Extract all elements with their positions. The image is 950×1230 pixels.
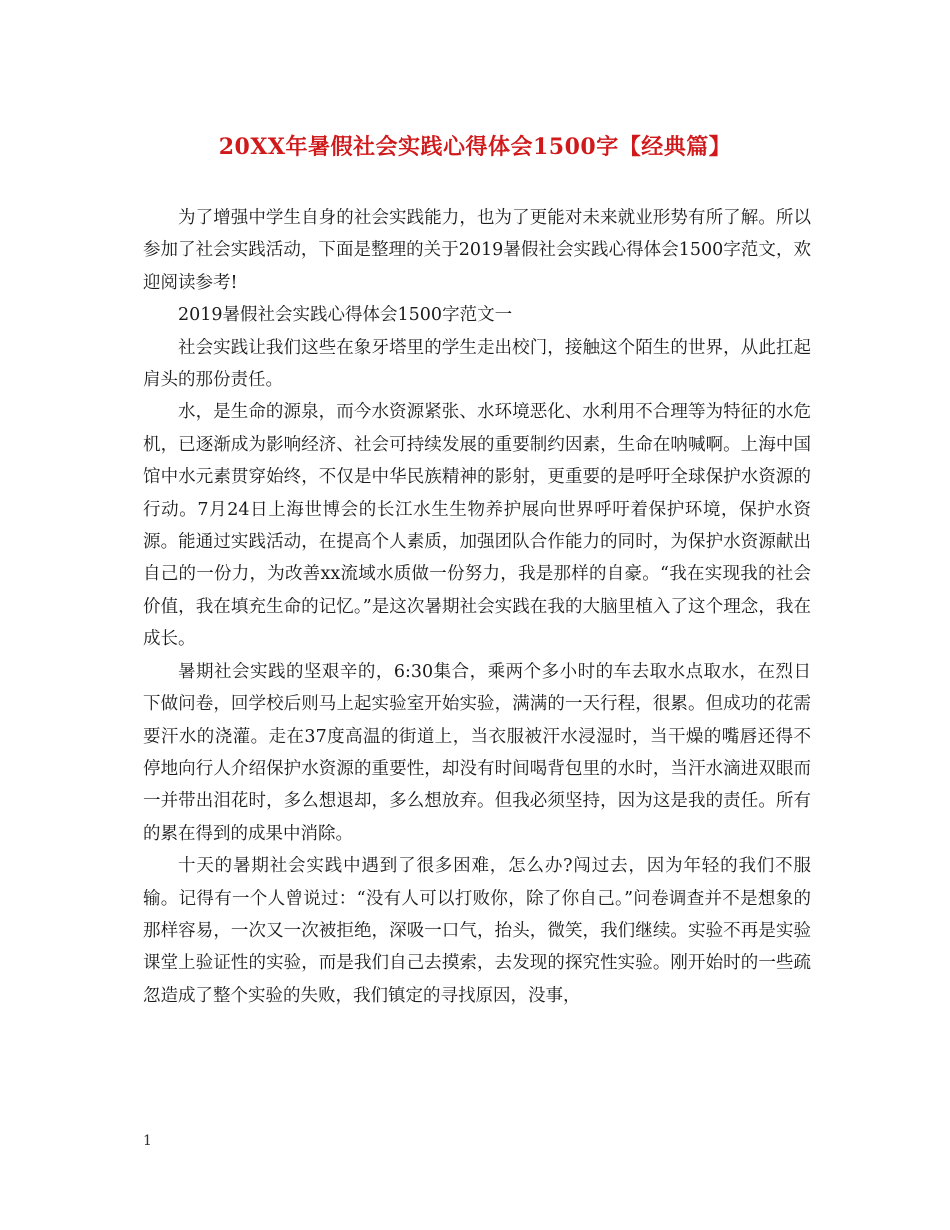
- page-number: 1: [143, 1133, 152, 1149]
- paragraph: 暑期社会实践的坚艰辛的，6:30集合，乘两个多小时的车去取水点取水，在烈日下做问卷，回学校后则马上起实验室开始实验，满满的一天行程，很累。但成功的花需要汗水的浇灌。走在37度高温的街道上，当衣服被汗水浸湿时，当干燥的嘴唇还得不停地向行人介绍保护水资源的重要性，却没有时间喝背包里的水时，当汗水滴进双眼而一并带出泪花时，多么想退却，多么想放弃。但我必须坚持，因为这是我的责任。所有的累在得到的成果中消除。: [143, 661, 811, 844]
- paragraph: 社会实践让我们这些在象牙塔里的学生走出校门，接触这个陌生的世界，从此扛起肩头的那份责任。: [143, 337, 811, 391]
- paragraph: 水，是生命的源泉，而今水资源紧张、水环境恶化、水利用不合理等为特征的水危机，已逐渐成为影响经济、社会可持续发展的重要制约因素，生命在呐喊啊。上海中国馆中水元素贯穿始终，不仅是中华民族精神的影射，更重要的是呼吁全球保护水资源的行动。7月24日上海世博会的长江水生生物养护展向世界呼吁着保护环境，保护水资源。能通过实践活动，在提高个人素质，加强团队合作能力的同时，为保护水资源献出自己的一份力，为改善xx流域水质做一份努力，我是那样的自豪。“我在实现我的社会价值，我在填充生命的记忆。”是这次暑期社会实践在我的大脑里植入了这个理念，我在成长。: [143, 402, 811, 650]
- document-title: 20XX年暑假社会实践心得体会1500字【经典篇】: [218, 134, 732, 160]
- document-body: [143, 202, 811, 1012]
- paragraph-subheading: 2019暑假社会实践心得体会1500字范文一: [178, 305, 513, 326]
- paragraph-intro: 为了增强中学生自身的社会实践能力，也为了更能对未来就业形势有所了解。所以参加了社会实践活动，下面是整理的关于2019暑假社会实践心得体会1500字范文，欢迎阅读参考!: [143, 208, 811, 293]
- paragraph: 十天的暑期社会实践中遇到了很多困难，怎么办?闯过去，因为年轻的我们不服输。记得有一个人曾说过：“没有人可以打败你，除了你自己。”问卷调查并不是想象的那样容易，一次又一次被拒绝，深吸一口气，抬头，微笑，我们继续。实验不再是实验课堂上验证性的实验，而是我们自己去摸索，去发现的探究性实验。刚开始时的一些疏忽造成了整个实验的失败，我们镇定的寻找原因，没事，: [143, 856, 811, 1006]
